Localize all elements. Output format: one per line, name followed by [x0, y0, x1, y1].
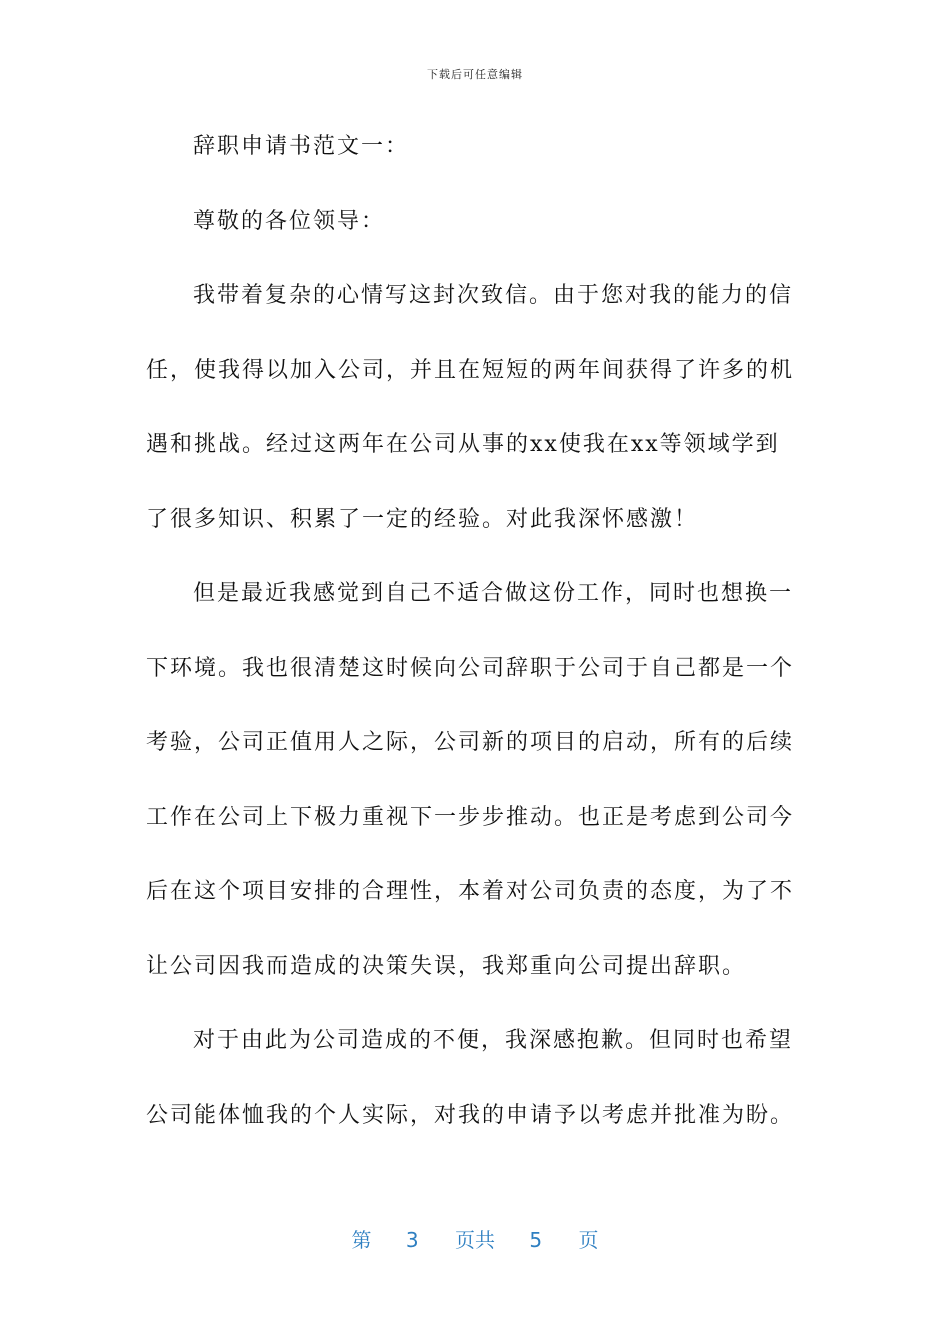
paragraph-line: 我带着复杂的心情写这封次致信。由于您对我的能力的信	[193, 283, 794, 308]
paragraph-line: 公司能体恤我的个人实际，对我的申请予以考虑并批准为盼。	[146, 1102, 795, 1128]
paragraph-line: 考验，公司正值用人之际，公司新的项目的启动，所有的后续	[146, 730, 795, 755]
page-mid: 页共	[455, 1228, 495, 1252]
header-note: 下载后可任意编辑	[427, 68, 523, 81]
paragraph-line: 后在这个项目安排的合理性，本着对公司负责的态度，为了不	[146, 879, 795, 904]
document-heading: 辞职申请书范文一：	[193, 134, 410, 159]
page-number-footer	[0, 1224, 950, 1253]
page-current: 3	[405, 1228, 419, 1252]
salutation: 尊敬的各位领导：	[193, 208, 386, 234]
paragraph-line: 但是最近我感觉到自己不适合做这份工作，同时也想换一	[193, 581, 794, 606]
paragraph-line: 对于由此为公司造成的不便，我深感抱歉。但同时也希望	[193, 1028, 794, 1053]
page-total: 5	[529, 1228, 543, 1252]
page-suffix: 页	[578, 1228, 599, 1252]
paragraph-line: 遇和挑战。经过这两年在公司从事的xx使我在xx等领域学到	[146, 432, 780, 457]
paragraph-line: 任，使我得以加入公司，并且在短短的两年间获得了许多的机	[146, 357, 795, 383]
paragraph-line: 让公司因我而造成的决策失误，我郑重向公司提出辞职。	[146, 953, 747, 979]
paragraph-line: 了很多知识、积累了一定的经验。对此我深怀感激！	[146, 506, 699, 532]
paragraph-line: 工作在公司上下极力重视下一步步推动。也正是考虑到公司今	[146, 804, 795, 830]
paragraph-line: 下环境。我也很清楚这时候向公司辞职于公司于自己都是一个	[146, 655, 795, 681]
page-prefix: 第	[351, 1228, 372, 1252]
document-body	[146, 110, 795, 1153]
